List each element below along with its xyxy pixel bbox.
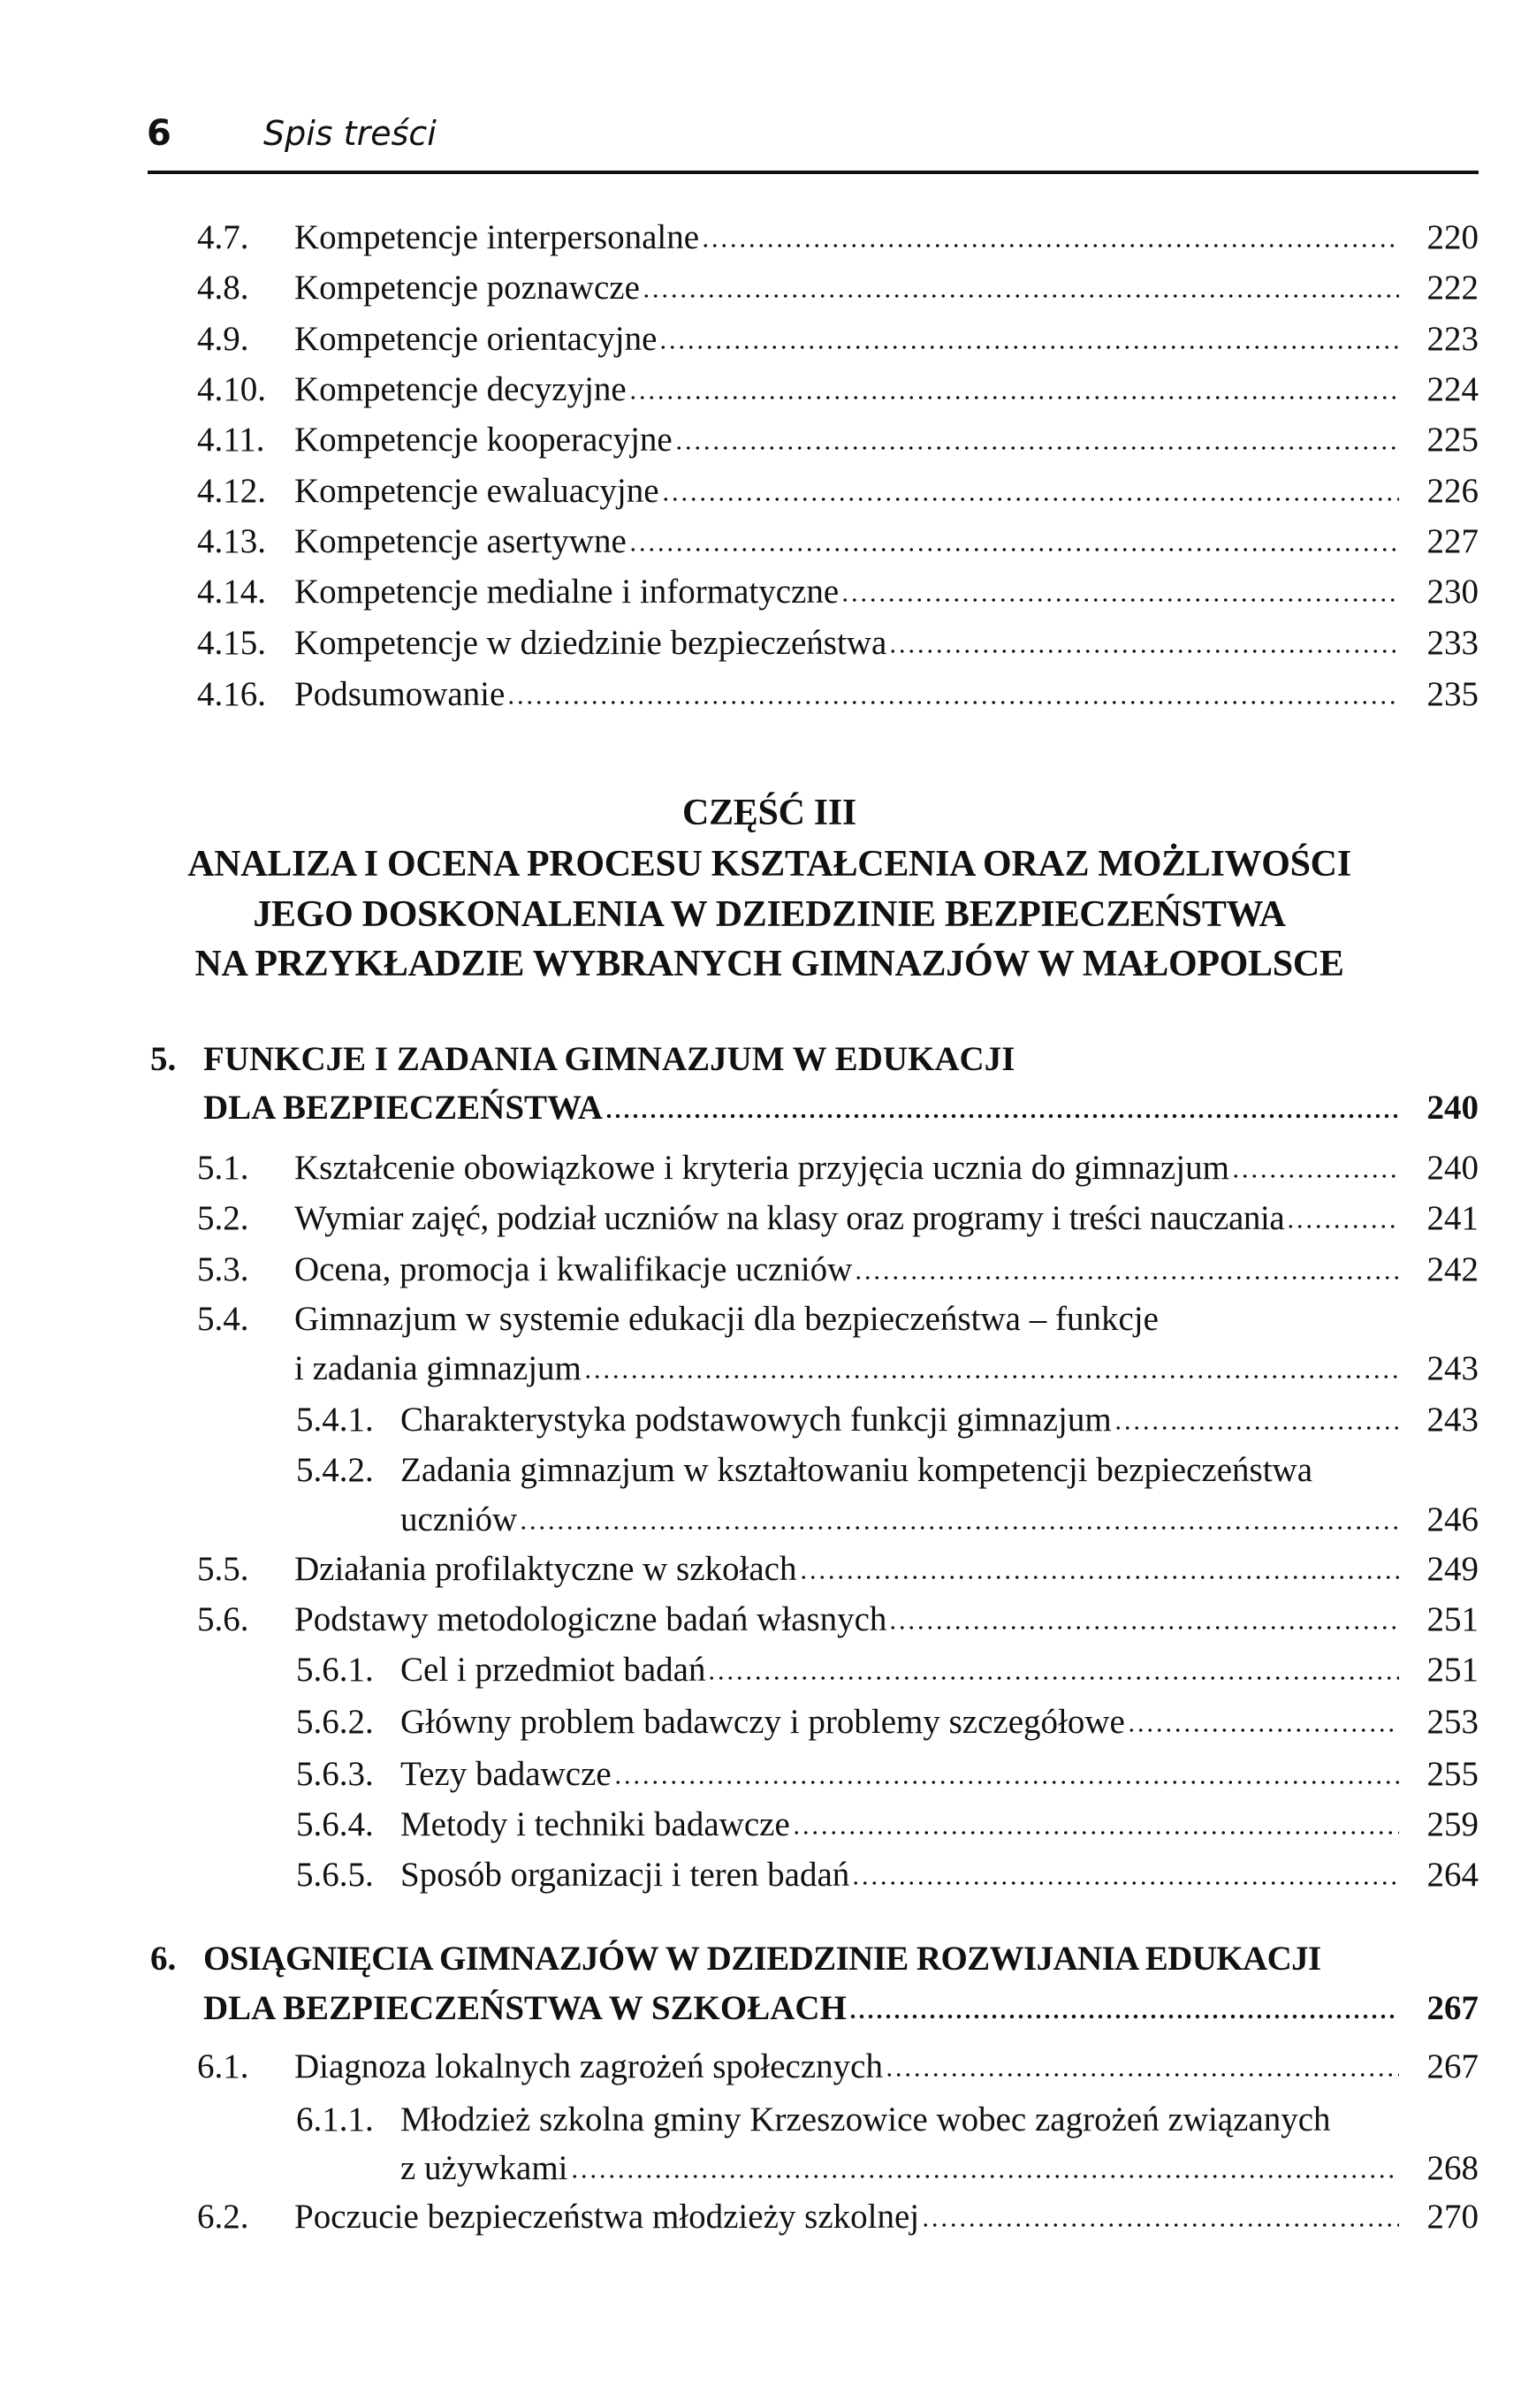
toc-entry[interactable] xyxy=(197,522,1479,562)
dot-leader xyxy=(506,700,1399,705)
entry-title: Kompetencje w dziedzinie bezpieczeństwa xyxy=(294,624,887,662)
entry-page: 227 xyxy=(1426,522,1479,560)
toc-entry[interactable] xyxy=(197,269,1479,308)
toc-entry[interactable] xyxy=(197,421,1479,460)
dot-leader xyxy=(921,2222,1399,2228)
entry-page: 270 xyxy=(1426,2198,1479,2236)
dot-leader xyxy=(1114,1425,1399,1431)
entry-title: Kompetencje poznawcze xyxy=(294,269,640,307)
toc-subentry[interactable] xyxy=(296,1703,1479,1743)
entry-page: 251 xyxy=(1426,1651,1479,1689)
entry-number: 5.4.1. xyxy=(296,1401,374,1439)
entry-page: 251 xyxy=(1426,1600,1479,1638)
entry-page: 226 xyxy=(1426,472,1479,510)
dot-leader xyxy=(658,345,1399,350)
dot-leader xyxy=(888,1625,1399,1630)
toc-entry[interactable] xyxy=(197,1199,1479,1239)
entry-number: 5.2. xyxy=(197,1199,249,1237)
dot-leader xyxy=(799,1575,1400,1580)
toc-subentry-cont[interactable] xyxy=(400,1500,1479,1540)
dot-leader xyxy=(840,597,1399,603)
chapter-heading[interactable] xyxy=(150,1040,1479,1080)
entry-page: 241 xyxy=(1426,1199,1479,1237)
toc-entry[interactable] xyxy=(197,370,1479,410)
entry-title: Cel i przedmiot badań xyxy=(400,1651,706,1689)
toc-subentry-cont[interactable] xyxy=(400,2149,1479,2189)
toc-entry-cont[interactable] xyxy=(294,1349,1479,1389)
part-label: CZĘŚĆ III xyxy=(682,793,856,833)
entry-title: Diagnoza lokalnych zagrożeń społecznych xyxy=(294,2047,883,2085)
entry-title: i zadania gimnazjum xyxy=(294,1349,582,1387)
entry-number: 5.6.5. xyxy=(296,1856,374,1894)
entry-number: 6.1.1. xyxy=(296,2100,374,2138)
entry-title: Poczucie bezpieczeństwa młodzieży szkolnej xyxy=(294,2198,920,2236)
chapter-heading-cont[interactable] xyxy=(203,1089,1479,1128)
entry-page: 230 xyxy=(1426,573,1479,611)
entry-number: 5.6. xyxy=(197,1600,249,1638)
entry-title: Działania profilaktyczne w szkołach xyxy=(294,1550,797,1588)
entry-title: Kompetencje interpersonalne xyxy=(294,218,700,256)
toc-entry[interactable] xyxy=(197,624,1479,664)
toc-entry[interactable] xyxy=(197,320,1479,360)
chapter-title: OSIĄGNIĘCIA GIMNAZJÓW W DZIEDZINIE ROZWIJANIA EDUKACJI xyxy=(203,1940,1321,1978)
chapter-title: FUNKCJE I ZADANIA GIMNAZJUM W EDUKACJI xyxy=(203,1040,1015,1078)
entry-number: 5.6.4. xyxy=(296,1805,374,1843)
entry-title: Tezy badawcze xyxy=(400,1755,612,1793)
entry-title: Gimnazjum w systemie edukacji dla bezpieczeństwa – funkcje xyxy=(294,1300,1159,1338)
entry-number: 4.13. xyxy=(197,522,266,560)
entry-number: 4.16. xyxy=(197,675,266,713)
entry-page: 255 xyxy=(1426,1755,1479,1793)
entry-page: 224 xyxy=(1426,370,1479,408)
toc-entry[interactable] xyxy=(197,1149,1479,1189)
toc-subentry[interactable] xyxy=(296,1401,1479,1440)
entry-page: 246 xyxy=(1426,1500,1479,1538)
entry-number: 4.8. xyxy=(197,269,249,307)
dot-leader xyxy=(1127,1728,1399,1733)
entry-page: 220 xyxy=(1426,218,1479,256)
toc-entry[interactable] xyxy=(197,1250,1479,1290)
entry-page: 243 xyxy=(1426,1349,1479,1387)
entry-title: Sposób organizacji i teren badań xyxy=(400,1856,850,1894)
entry-page: 235 xyxy=(1426,675,1479,713)
spacer xyxy=(1333,2125,1479,2131)
toc-entry[interactable] xyxy=(197,218,1479,258)
toc-entry[interactable] xyxy=(197,472,1479,512)
entry-title: uczniów xyxy=(400,1500,518,1538)
dot-leader xyxy=(570,2174,1399,2179)
entry-page: 223 xyxy=(1426,320,1479,358)
dot-leader xyxy=(885,2072,1399,2078)
dot-leader xyxy=(519,1525,1399,1531)
entry-page: 268 xyxy=(1426,2149,1479,2187)
entry-page: 267 xyxy=(1426,2047,1479,2085)
entry-title: Kompetencje kooperacyjne xyxy=(294,421,673,459)
toc-entry[interactable] xyxy=(197,573,1479,612)
entry-number: 6.1. xyxy=(197,2047,249,2085)
dot-leader xyxy=(628,395,1399,400)
entry-number: 5.1. xyxy=(197,1149,249,1187)
entry-number: 5.6.3. xyxy=(296,1755,374,1793)
dot-leader xyxy=(642,293,1399,299)
entry-title: Ocena, promocja i kwalifikacje uczniów xyxy=(294,1250,853,1288)
toc-subentry[interactable] xyxy=(296,2100,1479,2140)
chapter-title: DLA BEZPIECZEŃSTWA W SZKOŁACH xyxy=(203,1989,847,2027)
entry-page: 243 xyxy=(1426,1401,1479,1439)
dot-leader xyxy=(848,2014,1399,2019)
dot-leader xyxy=(674,445,1399,451)
entry-title: Charakterystyka podstawowych funkcji gimnazjum xyxy=(400,1401,1112,1439)
entry-title: Główny problem badawczy i problemy szczegółowe xyxy=(400,1703,1125,1741)
page-number: 6 xyxy=(147,113,171,154)
entry-number: 6.2. xyxy=(197,2198,249,2236)
part-title-line: JEGO DOSKONALENIA W DZIEDZINIE BEZPIECZEŃSTWA xyxy=(253,894,1286,935)
entry-number: 5.4. xyxy=(197,1300,249,1338)
dot-leader xyxy=(661,497,1399,502)
entry-page: 240 xyxy=(1426,1149,1479,1187)
entry-title: Kompetencje decyzyjne xyxy=(294,370,627,408)
running-title: Spis treści xyxy=(263,114,437,153)
spacer xyxy=(1160,1325,1479,1330)
spacer xyxy=(1323,1964,1479,1970)
chapter-heading[interactable] xyxy=(150,1940,1479,1979)
entry-number: 4.15. xyxy=(197,624,266,662)
entry-number: 5.6.2. xyxy=(296,1703,374,1741)
entry-number: 5.4.2. xyxy=(296,1451,374,1489)
header-rule xyxy=(148,171,1479,174)
entry-number: 4.10. xyxy=(197,370,266,408)
dot-leader xyxy=(792,1830,1399,1835)
toc-entry[interactable] xyxy=(197,1550,1479,1590)
entry-number: 4.14. xyxy=(197,573,266,611)
entry-page: 253 xyxy=(1426,1703,1479,1741)
dot-leader xyxy=(605,1113,1399,1119)
toc-entry[interactable] xyxy=(197,2198,1479,2237)
entry-title: Wymiar zajęć, podział uczniów na klasy oraz programy i treści nauczania xyxy=(294,1199,1285,1237)
dot-leader xyxy=(1231,1174,1399,1179)
dot-leader xyxy=(583,1374,1399,1379)
dot-leader xyxy=(707,1675,1399,1681)
toc-subentry[interactable] xyxy=(296,1805,1479,1845)
toc-entry[interactable] xyxy=(197,675,1479,715)
toc-subentry[interactable] xyxy=(296,1755,1479,1795)
entry-title: Młodzież szkolna gminy Krzeszowice wobec zagrożeń związanych xyxy=(400,2100,1331,2138)
toc-entry[interactable] xyxy=(197,2047,1479,2087)
dot-leader xyxy=(854,1275,1399,1280)
entry-number: 5.3. xyxy=(197,1250,249,1288)
entry-number: 4.7. xyxy=(197,218,249,256)
entry-page: 233 xyxy=(1426,624,1479,662)
dot-leader xyxy=(888,649,1399,654)
entry-page: 264 xyxy=(1426,1856,1479,1894)
chapter-number: 6. xyxy=(150,1940,177,1978)
entry-title: Kompetencje asertywne xyxy=(294,522,627,560)
entry-title: Kompetencje medialne i informatyczne xyxy=(294,573,840,611)
entry-title: Podsumowanie xyxy=(294,675,506,713)
entry-page: 259 xyxy=(1426,1805,1479,1843)
toc-subentry[interactable] xyxy=(296,1651,1479,1690)
dot-leader xyxy=(851,1880,1399,1886)
toc-subentry[interactable] xyxy=(296,1451,1479,1491)
part-title-line: ANALIZA I OCENA PROCESU KSZTAŁCENIA ORAZ MOŻLIWOŚCI xyxy=(187,844,1351,885)
entry-title: Podstawy metodologiczne badań własnych xyxy=(294,1600,887,1638)
part-title-line: NA PRZYKŁADZIE WYBRANYCH GIMNAZJÓW W MAŁOPOLSCE xyxy=(194,944,1344,984)
spacer xyxy=(1016,1065,1479,1070)
chapter-heading-cont[interactable] xyxy=(203,1989,1479,2029)
entry-page: 242 xyxy=(1426,1250,1479,1288)
entry-title: z używkami xyxy=(400,2149,568,2187)
entry-number: 4.11. xyxy=(197,421,265,459)
dot-leader xyxy=(1286,1224,1399,1229)
entry-number: 4.9. xyxy=(197,320,249,358)
dot-leader xyxy=(613,1780,1399,1785)
dot-leader xyxy=(628,547,1399,552)
entry-page: 222 xyxy=(1426,269,1479,307)
chapter-page: 240 xyxy=(1426,1089,1479,1127)
entry-page: 225 xyxy=(1426,421,1479,459)
entry-number: 5.6.1. xyxy=(296,1651,374,1689)
entry-title: Kompetencje ewaluacyjne xyxy=(294,472,659,510)
dot-leader xyxy=(701,243,1399,248)
toc-entry[interactable] xyxy=(197,1300,1479,1340)
chapter-number: 5. xyxy=(150,1040,177,1078)
spacer xyxy=(1314,1476,1479,1481)
toc-entry[interactable] xyxy=(197,1600,1479,1640)
entry-title: Kompetencje orientacyjne xyxy=(294,320,658,358)
entry-title: Kształcenie obowiązkowe i kryteria przyjęcia ucznia do gimnazjum xyxy=(294,1149,1229,1187)
chapter-page: 267 xyxy=(1426,1989,1479,2027)
chapter-title: DLA BEZPIECZEŃSTWA xyxy=(203,1089,603,1127)
entry-number: 4.12. xyxy=(197,472,266,510)
entry-number: 5.5. xyxy=(197,1550,249,1588)
entry-title: Metody i techniki badawcze xyxy=(400,1805,790,1843)
toc-subentry[interactable] xyxy=(296,1856,1479,1895)
entry-title: Zadania gimnazjum w kształtowaniu kompetencji bezpieczeństwa xyxy=(400,1451,1313,1489)
entry-page: 249 xyxy=(1426,1550,1479,1588)
